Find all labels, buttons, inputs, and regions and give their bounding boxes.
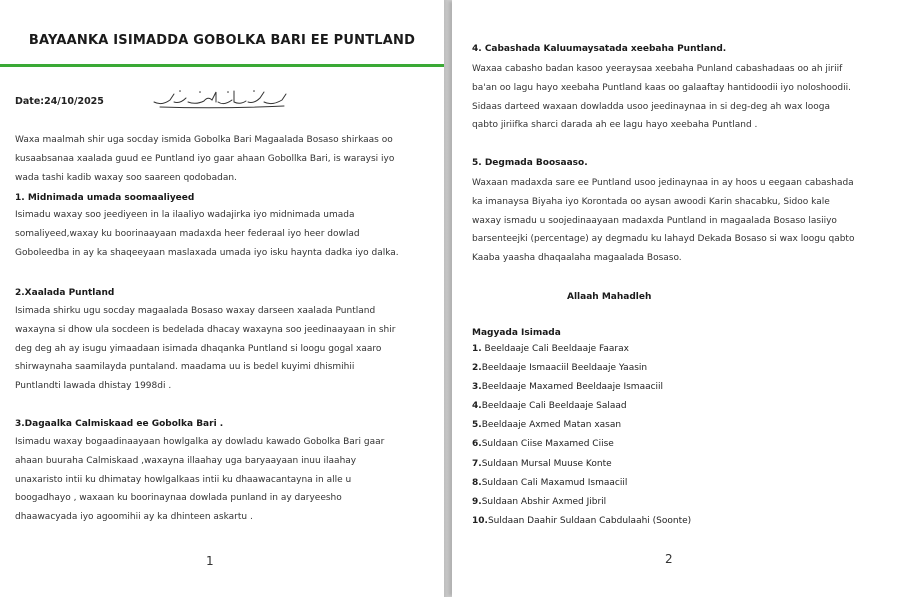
text-line: Waxaa cabasho badan kasoo yeeraysaa xeebaha Punland cabashadaas oo ah jiriif [472, 64, 843, 74]
text-line: Sidaas darteed waxaan dowladda usoo jeedinaynaa in si deg-deg ah wax looga [472, 101, 831, 112]
signatories-list [472, 340, 691, 531]
list-item: 6.Suldaan Ciise Maxamed Ciise [472, 439, 614, 450]
text-line: Waxa maalmah shir uga socday ismida Gobolka Bari Magaalada Bosaso shirkaas oo [15, 135, 393, 145]
closing-line: Allaah Mahadleh [567, 292, 652, 302]
text-line: waxayna si dhow ula socdeen is bedelada dhacay waxayna soo jeedinaayaan in shir [15, 324, 396, 335]
list-item: 1. Beeldaaje Cali Beeldaaje Faarax [472, 344, 629, 354]
page-gutter [444, 0, 452, 597]
section-1-body [15, 206, 399, 262]
text-line: Kaaba yaasha dhaqaalaha magaalada Bosaso. [472, 253, 682, 264]
list-item: 10.Suldaan Daahir Suldaan Cabdulaahi (Soonte) [472, 515, 692, 526]
text-line: qabto jiriifka sharci darada ah ee lagu hayo xeebaha Puntland . [472, 120, 758, 131]
text-line: ba'an oo lagu hayo xeebaha Puntland kaas oo galaaftay hantidoodii iyo noloshoodii. [472, 82, 851, 93]
text-line: ahaan buuraha Calmiskaad ,waxayna illaahay uga baryaayaan inuu ilaahay [15, 455, 357, 466]
section-5-heading: 5. Degmada Boosaaso. [472, 158, 588, 168]
intro-paragraph [15, 131, 394, 187]
text-line: shirwaynaha saamilayda puntaland. maadama uu is bedel kuyimi dhismihii [15, 362, 355, 373]
text-line: unaxaristo intii ku dhimatay howlgalkaas intii ku dhaawacantayna in alle u [15, 474, 352, 485]
text-line: barsenteejki (percentage) ay degmadu ku lahayd Dekada Bosaso si wax loogu qabto [472, 234, 855, 245]
text-line: Waxaan madaxda sare ee Puntland usoo jedinaynaa in ay hoos u eegaan cabashada [472, 178, 854, 188]
list-item: 3.Beeldaaje Maxamed Beeldaaje Ismaaciil [472, 382, 664, 393]
section-3-body [15, 433, 384, 527]
text-line: waxay ismadu u soojedinaayaan madaxda Puntland in magaalada Bosaso lasiiyo [472, 215, 837, 226]
header-divider [0, 64, 444, 67]
section-5-body [472, 174, 854, 268]
list-item: 9.Suldaan Abshir Axmed Jibril [472, 496, 607, 507]
bismillah-calligraphy-icon [150, 86, 290, 110]
text-line: Isimada shirku ugu socday magaalada Bosaso waxay darseen xaalada Puntland [15, 306, 376, 316]
section-1-heading: 1. Midnimada umada soomaaliyeed [15, 193, 195, 203]
section-2-heading: 2.Xaalada Puntland [15, 288, 115, 298]
text-line: Goboleedba in ay ka shaqeeyaan maslaxada umada iyo isku haynta dadka iyo dalka. [15, 247, 399, 258]
section-2-body [15, 302, 395, 396]
section-4-body [472, 60, 851, 135]
list-item: 4.Beeldaaje Cali Beeldaaje Salaad [472, 401, 627, 412]
text-line: Isimadu waxay soo jeediyeen in la ilaaliyo wadajirka iyo midnimada umada [15, 210, 355, 220]
section-4-heading: 4. Cabashada Kaluumaysatada xeebaha Puntland. [472, 44, 727, 54]
list-item: 5.Beeldaaje Axmed Matan xasan [472, 420, 622, 431]
text-line: wada tashi kadib waxay soo saareen qodobadan. [15, 172, 237, 183]
document-date: Date:24/10/2025 [15, 96, 104, 107]
document-page-2 [452, 0, 900, 597]
text-line: somaliyeed,waxay ku boorinaayaan madaxda heer federaal iyo heer dowlad [15, 228, 360, 239]
text-line: kusaabsanaa xaalada guud ee Puntland iyo gaar ahaan Gobollka Bari, is waraysi iyo [15, 153, 395, 164]
page-title: BAYAANKA ISIMADDA GOBOLKA BARI EE PUNTLAND [28, 33, 416, 48]
document-page-1 [0, 0, 444, 597]
text-line: deg deg ah ay isugu yimaadaan isimada dhaqanka Puntland si loogu gogal xaaro [15, 343, 382, 354]
text-line: dhaawacyada iyo agoomihii ay ka dhinteen askartu . [15, 512, 253, 523]
list-item: 7.Suldaan Mursal Muuse Konte [472, 458, 612, 469]
signatories-heading: Magyada Isimada [472, 328, 561, 338]
list-item: 8.Suldaan Cali Maxamud Ismaaciil [472, 477, 628, 488]
text-line: boogadhayo , waxaan ku boorinaynaa dowlada punland in ay daryeesho [15, 493, 342, 504]
page-number: 1 [206, 554, 214, 568]
page-number: 2 [665, 552, 673, 566]
section-3-heading: 3.Dagaalka Calmiskaad ee Gobolka Bari . [15, 419, 224, 429]
text-line: Isimadu waxay bogaadinaayaan howlgalka ay dowladu kawado Gobolka Bari gaar [15, 437, 385, 447]
text-line: ka imanaysa Biyaha iyo Korontada oo aysan awoodi Karin shacabku, Sidoo kale [472, 196, 830, 207]
text-line: Puntlandti lawada dhistay 1998di . [15, 381, 172, 392]
list-item: 2.Beeldaaje Ismaaciil Beeldaaje Yaasin [472, 363, 648, 374]
